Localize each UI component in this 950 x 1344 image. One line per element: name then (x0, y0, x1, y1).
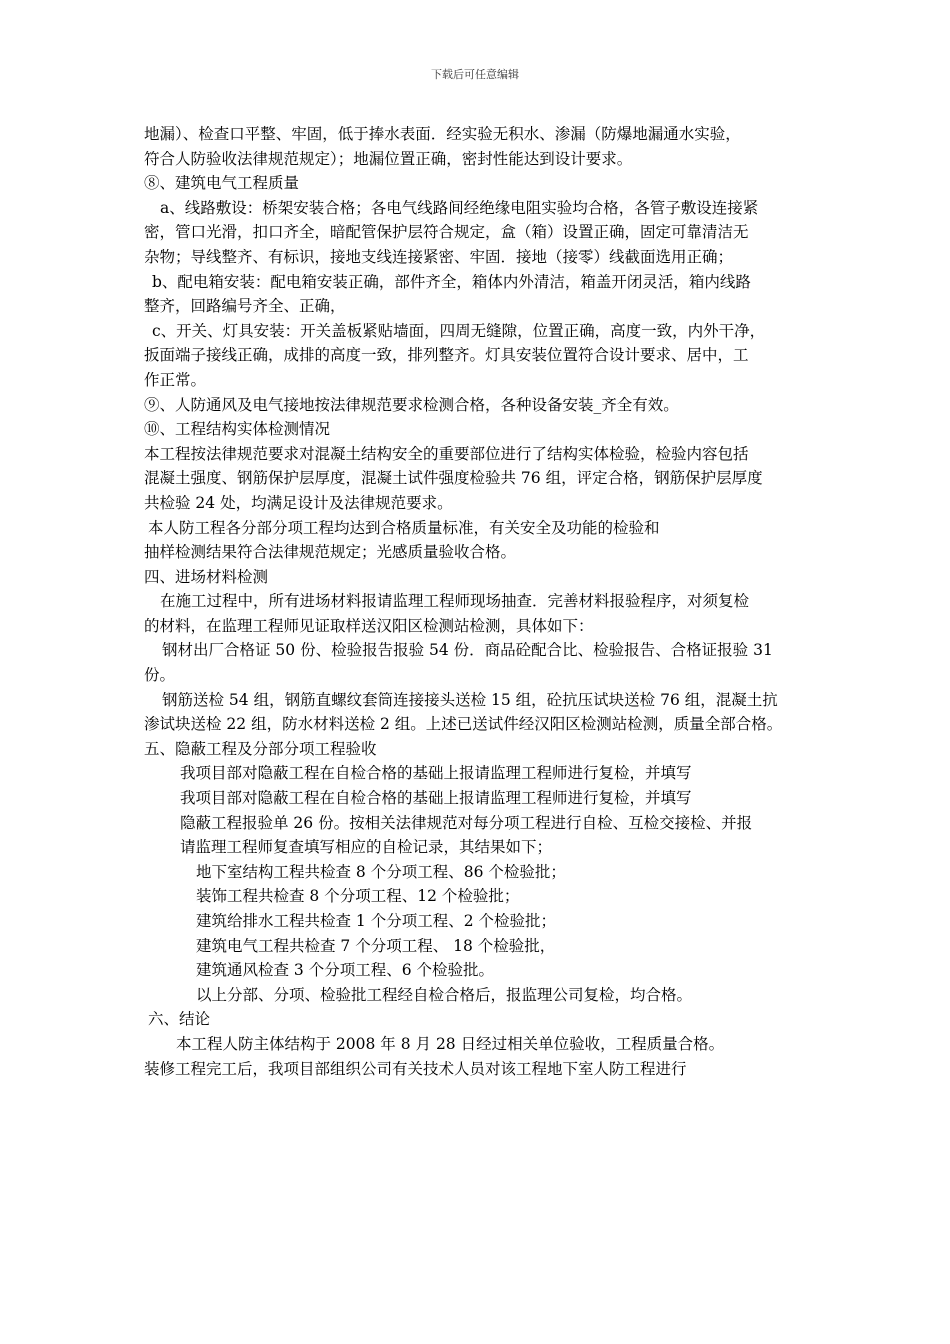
text-line: 本人防工程各分部分项工程均达到合格质量标准，有关安全及功能的检验和 (148, 518, 660, 537)
text-line: 钢材出厂合格证 50 份、检验报告报验 54 份．商品砼配合比、检验报告、合格证报验 31 (162, 641, 773, 660)
text-line: 在施工过程中，所有进场材料报请监理工程师现场抽查．完善材料报验程序，对须复检 (160, 592, 750, 611)
text-line: ⑩、工程结构实体检测情况 (144, 420, 331, 439)
text-line: 六、结论 (148, 1010, 211, 1029)
text-line: 作正常。 (144, 370, 207, 389)
text-line: 以上分部、分项、检验批工程经自检合格后，报监理公司复检，均合格。 (196, 985, 693, 1004)
text-line: ⑨、人防通风及电气接地按法律规范要求检测合格，各种设备安装_齐全有效。 (144, 395, 679, 414)
text-line: 渗试块送检 22 组，防水材料送检 2 组。上述已送试件经汉阳区检测站检测，质量全部合格。 (144, 715, 783, 734)
text-line: 建筑给排水工程共检查 1 个分项工程、2 个检验批； (196, 912, 557, 930)
text-line: a、线路敷设：桥架安装合格；各电气线路间经绝缘电阻实验均合格，各管子敷设连接紧 (160, 198, 759, 217)
text-line: 杂物；导线整齐、有标识，接地支线连接紧密、牢固．接地（接零）线截面选用正确； (144, 247, 734, 266)
text-line: 本工程按法律规范要求对混凝土结构安全的重要部位进行了结构实体检验，检验内容包括 (144, 444, 749, 463)
text-line: 密，管口光滑，扣口齐全，暗配管保护层符合规定，盒（箱）设置正确，固定可靠清洁无 (144, 223, 749, 242)
text-line: 四、进场材料检测 (144, 567, 269, 586)
text-line: 隐蔽工程报验单 26 份。按相关法律规范对每分项工程进行自检、互检交接检、并报 (180, 813, 753, 832)
text-line: 扳面端子接线正确，成排的高度一致，排列整齐。灯具安装位置符合设计要求、居中，工 (144, 346, 749, 365)
text-line: 共检验 24 处，均满足设计及法律规范要求。 (144, 493, 453, 512)
text-line: 混凝土强度、钢筋保护层厚度，混凝土试件强度检验共 76 组，评定合格，钢筋保护层厚度 (144, 469, 763, 488)
text-line: 符合人防验收法律规范规定）；地漏位置正确，密封性能达到设计要求。 (144, 149, 633, 168)
text-line: 装修工程完工后，我项目部组织公司有关技术人员对该工程地下室人防工程进行 (144, 1059, 687, 1078)
text-line: 抽样检测结果符合法律规范规定；光感质量验收合格。 (144, 543, 517, 562)
text-line: 建筑电气工程共检查 7 个分项工程、 18 个检验批， (196, 936, 556, 955)
text-line: b、配电箱安装：配电箱安装正确，部件齐全，箱体内外清洁，箱盖开闭灵活，箱内线路 (152, 272, 751, 291)
document-body (144, 122, 814, 1081)
text-line: 钢筋送检 54 组，钢筋直螺纹套筒连接接头送检 15 组，砼抗压试块送检 76 组，混凝土抗 (162, 690, 778, 709)
text-line: 地漏）、检查口平整、牢固，低于捧水表面．经实验无积水、渗漏（防爆地漏通水实验， (144, 125, 741, 143)
text-line: ⑧、建筑电气工程质量 (144, 174, 300, 193)
text-line: 五、隐蔽工程及分部分项工程验收 (144, 739, 377, 758)
text-line: 建筑通风检查 3 个分项工程、6 个检验批。 (196, 961, 495, 980)
text-line: 整齐，回路编号齐全、正确， (144, 297, 346, 316)
text-line: 地下室结构工程共检查 8 个分项工程、86 个检验批； (196, 862, 566, 881)
text-line: c、开关、灯具安装：开关盖板紧贴墙面，四周无缝隙，位置正确，高度一致，内外干净， (152, 321, 766, 340)
text-line: 请监理工程师复查填写相应的自检记录，其结果如下； (180, 838, 553, 857)
text-line: 我项目部对隐蔽工程在自检合格的基础上报请监理工程师进行复检，并填写 (180, 764, 692, 783)
text-line: 本工程人防主体结构于 2008 年 8 月 28 日经过相关单位验收，工程质量合格。 (176, 1034, 725, 1053)
text-line: 装饰工程共检查 8 个分项工程、12 个检验批； (196, 887, 520, 906)
text-line: 的材料，在监理工程师见证取样送汉阳区检测站检测，具体如下： (144, 616, 594, 635)
text-line: 份。 (144, 666, 176, 685)
text-line: 我项目部对隐蔽工程在自检合格的基础上报请监理工程师进行复检，并填写 (180, 789, 692, 808)
page-header: 下载后可任意编辑 (431, 68, 519, 81)
